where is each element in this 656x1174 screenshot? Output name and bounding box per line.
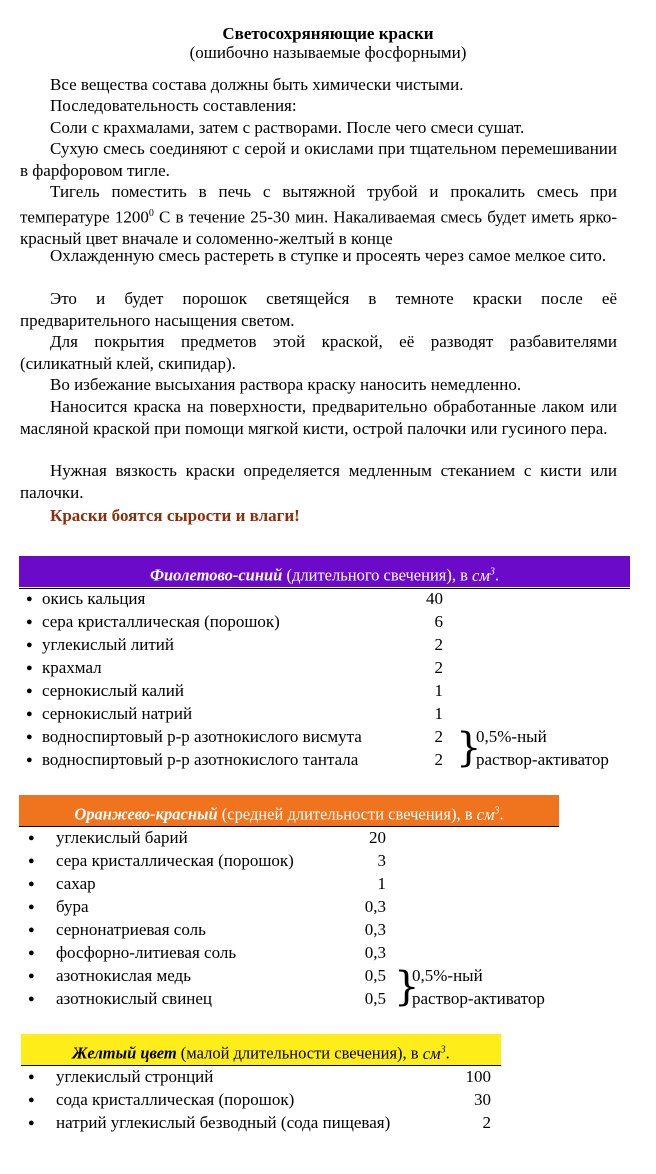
- bullet-icon: ●: [28, 970, 35, 982]
- ingredient-amount: 0,3: [364, 943, 386, 962]
- bullet-icon: ●: [28, 993, 35, 1005]
- paragraph: Это и будет порошок светящейся в темноте краски после её предварительного насыщения светом.: [20, 289, 617, 330]
- ingredient-amount: 1: [377, 874, 386, 893]
- ingredient-amount: 2: [434, 727, 443, 746]
- section-heading-em: Фиолетово-синий: [149, 565, 283, 585]
- unit-label: см: [422, 1043, 441, 1063]
- paragraph: Все вещества состава должны быть химически чистыми.: [50, 75, 464, 94]
- ingredient-name: натрий углекислый безводный (сода пищевая): [56, 1113, 391, 1132]
- ingredient-name: углекислый барий: [56, 828, 188, 847]
- list-item: [0, 942, 656, 964]
- paragraph: Наносится краска на поверхности, предварительно обработанные лаком или масляной краской при помощи мягкой кисти, острой палочки или гусиного пера.: [20, 397, 617, 438]
- temperature-tail: С в течение 25-30 мин. Накаливаемая смесь будет иметь ярко-красный цвет вначале и соломенно-желтый в конце: [20, 207, 617, 248]
- list-item: [0, 965, 656, 987]
- ingredient-amount: 2: [434, 658, 443, 677]
- ingredient-name: сахар: [56, 874, 96, 893]
- ingredient-name: сернокислый калий: [42, 681, 184, 700]
- ingredient-amount: 2: [434, 750, 443, 769]
- list-item: [0, 1089, 656, 1111]
- bullet-icon: ●: [26, 708, 33, 720]
- list-item: [0, 588, 656, 610]
- bullet-icon: ●: [26, 731, 33, 743]
- unit-superscript: 3: [489, 566, 495, 577]
- ingredient-name: сернонатриевая соль: [56, 920, 206, 939]
- bullet-icon: ●: [28, 901, 35, 913]
- ingredient-amount: 1: [434, 681, 443, 700]
- ingredient-amount: 2: [482, 1113, 491, 1132]
- list-item: [0, 827, 656, 849]
- unit-label: см: [472, 565, 490, 585]
- section-heading-orange: Оранжево-красный (средней длительности свечения), в $см^3$.: [19, 795, 559, 826]
- paragraph: Охлажденную смесь растереть в ступке и просеять через самое мелкое сито.: [50, 246, 607, 265]
- list-item: [0, 896, 656, 918]
- paragraph: Сухую смесь соединяют с серой и окислами при тщательном перемешивании в фарфоровом тигле.: [20, 139, 617, 180]
- brace-icon: }: [456, 725, 482, 771]
- bullet-icon: ●: [28, 947, 35, 959]
- unit-superscript: 3: [494, 805, 500, 816]
- list-item: [0, 919, 656, 941]
- bullet-icon: ●: [28, 832, 35, 844]
- ingredient-name: сода кристаллическая (порошок): [56, 1090, 295, 1109]
- list-item: [0, 634, 656, 656]
- bullet-icon: ●: [28, 924, 35, 936]
- bullet-icon: ●: [26, 593, 33, 605]
- ingredient-amount: 1: [434, 704, 443, 723]
- ingredient-amount: 0,3: [364, 920, 386, 939]
- section-heading-yellow: Желтый цвет (малой длительности свечения), в $см^3$.: [21, 1034, 501, 1065]
- list-item: [0, 680, 656, 702]
- bullet-icon: ●: [26, 639, 33, 651]
- paragraph: Соли с крахмалами, затем с растворами. После чего смеси сушат.: [50, 118, 525, 137]
- ingredient-amount: 20: [369, 828, 386, 847]
- ingredient-name: водноспиртовый р-р азотнокислого тантала: [42, 750, 359, 769]
- section-heading-rest: (средней длительности свечения), в: [217, 804, 477, 824]
- ingredient-name: углекислый стронций: [56, 1067, 214, 1086]
- temperature-text: Тигель поместить в печь с вытяжной трубой и прокалить смесь при температуре 1200: [20, 182, 617, 227]
- list-item: [0, 726, 656, 748]
- section-heading-rest: (малой длительности свечения), в: [176, 1043, 423, 1063]
- ingredient-name: крахмал: [42, 658, 102, 677]
- degree-superscript: 0: [148, 207, 154, 219]
- section-heading-violet: Фиолетово-синий (длительного свечения), в $см^3$.: [19, 556, 630, 587]
- ingredient-amount: 2: [434, 635, 443, 654]
- unit-label: см: [476, 804, 495, 824]
- list-item: [0, 657, 656, 679]
- ingredient-name: азотнокислая медь: [56, 966, 191, 985]
- paragraph-temperature: [20, 181, 617, 249]
- section-heading-em: Оранжево-красный: [74, 804, 218, 824]
- list-item: [0, 850, 656, 872]
- activator-note: 0,5%-ный: [476, 727, 547, 746]
- bullet-icon: ●: [26, 754, 33, 766]
- bullet-icon: ●: [28, 1071, 35, 1083]
- ingredient-name: бура: [56, 897, 89, 916]
- unit-superscript: 3: [440, 1044, 446, 1055]
- ingredient-name: фосфорно-литиевая соль: [56, 943, 237, 962]
- list-item: [0, 1066, 656, 1088]
- list-item: [0, 873, 656, 895]
- ingredient-name: углекислый литий: [42, 635, 174, 654]
- paragraph: Нужная вязкость краски определяется медленным стеканием с кисти или палочки.: [20, 461, 617, 502]
- ingredient-amount: 3: [377, 851, 386, 870]
- activator-note: раствор-активатор: [412, 989, 545, 1008]
- bullet-icon: ●: [28, 855, 35, 867]
- warning-text: Краски боятся сырости и влаги!: [50, 506, 300, 525]
- bullet-icon: ●: [26, 616, 33, 628]
- list-item: [0, 1112, 656, 1134]
- document-subtitle: (ошибочно называемые фосфорными): [189, 43, 467, 62]
- ingredient-name: окись кальция: [42, 589, 146, 608]
- ingredient-amount: 100: [465, 1067, 491, 1086]
- list-item: [0, 988, 656, 1010]
- list-item: [0, 703, 656, 725]
- bullet-icon: ●: [26, 685, 33, 697]
- section-heading-rest: (длительного свечения), в: [282, 565, 473, 585]
- paragraph: Последовательность составления:: [50, 96, 297, 115]
- paragraph: Во избежание высыхания раствора краску наносить немедленно.: [50, 375, 522, 394]
- ingredient-amount: 6: [434, 612, 443, 631]
- brace-icon: }: [394, 964, 420, 1010]
- ingredient-name: водноспиртовый р-р азотнокислого висмута: [42, 727, 362, 746]
- ingredient-name: сера кристаллическая (порошок): [56, 851, 294, 870]
- ingredient-name: сернокислый натрий: [42, 704, 193, 723]
- ingredient-amount: 0,5: [364, 989, 386, 1008]
- ingredient-amount: 0,3: [364, 897, 386, 916]
- paragraph: Для покрытия предметов этой краской, её разводят разбавителями (силикатный клей, скипидар).: [20, 332, 617, 373]
- list-item: [0, 611, 656, 633]
- bullet-icon: ●: [26, 662, 33, 674]
- bullet-icon: ●: [28, 1117, 35, 1129]
- ingredient-name: азотнокислый свинец: [56, 989, 213, 1008]
- activator-note: 0,5%-ный: [412, 966, 483, 985]
- ingredient-amount: 40: [426, 589, 443, 608]
- document-title: Светосохряняющие краски: [222, 24, 434, 43]
- ingredient-amount: 0,5: [364, 966, 386, 985]
- ingredient-name: сера кристаллическая (порошок): [42, 612, 280, 631]
- bullet-icon: ●: [28, 1094, 35, 1106]
- ingredient-amount: 30: [474, 1090, 491, 1109]
- bullet-icon: ●: [28, 878, 35, 890]
- activator-note: раствор-активатор: [476, 750, 609, 769]
- section-heading-em: Желтый цвет: [72, 1043, 177, 1063]
